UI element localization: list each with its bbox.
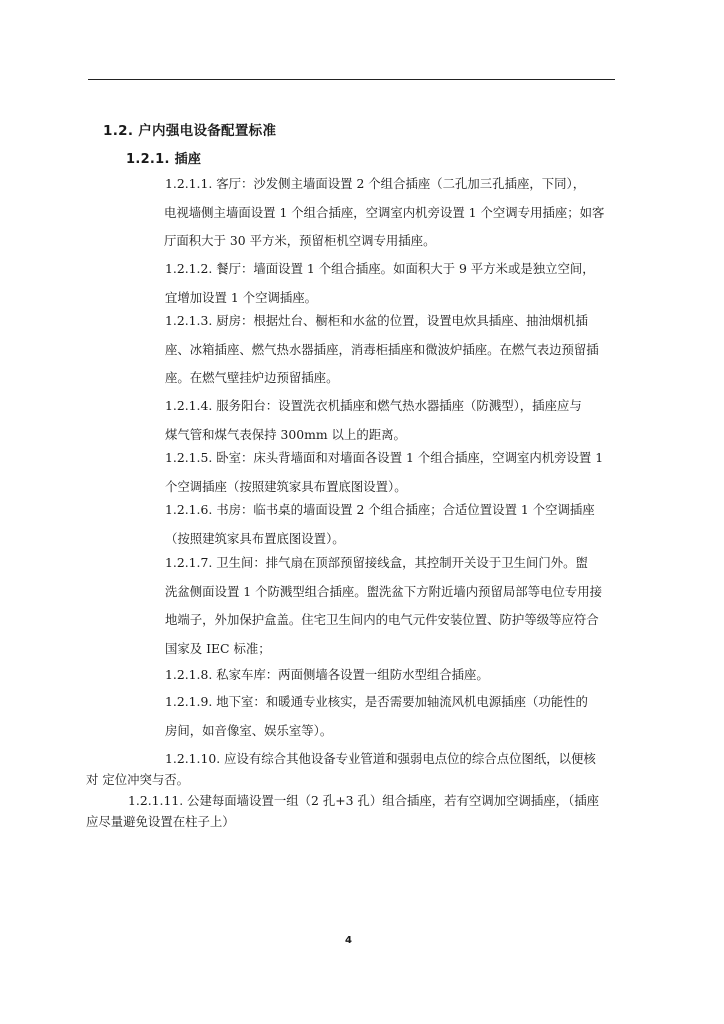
paragraph-1-2-1-3	[165, 307, 620, 393]
text-line: 应尽量避免设置在柱子上）	[86, 814, 235, 829]
paragraph-1-2-1-11	[86, 790, 634, 832]
text-line: 煤气管和煤气表保持 300mm 以上的距离。	[165, 426, 406, 442]
text-line: 座。在燃气壁挂炉边预留插座。	[165, 370, 339, 385]
text-line: 个空调插座（按照建筑家具布置底图设置）。	[165, 478, 407, 494]
page-number: 4	[345, 935, 352, 946]
paragraph-1-2-1-7	[165, 549, 620, 663]
paragraph-1-2-1-6	[165, 496, 620, 553]
text-line: 1.2.1.2. 餐厅：墙面设置 1 个组合插座。如面积大于 9 平方米或是独立空间，	[165, 261, 595, 276]
paragraph-1-2-1-8	[165, 661, 620, 690]
paragraph-1-2-1-2	[165, 255, 620, 312]
text-line: 1.2.1.6. 书房：临书桌的墙面设置 2 个组合插座；合适位置设置 1 个空调插座	[165, 502, 595, 517]
text-line: 1.2.1.7. 卫生间：排气扇在顶部预留接线盒，其控制开关设于卫生间门外。盥	[165, 555, 588, 570]
text-line: 电视墙侧主墙面设置 1 个组合插座，空调室内机旁设置 1 个空调专用插座；如客	[164, 204, 605, 220]
text-line: 1.2.1.1. 客厅：沙发侧主墙面设置 2 个组合插座（二孔加三孔插座，下同），	[165, 176, 586, 191]
text-line: 对 定位冲突与否。	[86, 772, 190, 787]
text-line: 1.2.1.5. 卧室：床头背墙面和对墙面各设置 1 个组合插座，空调室内机旁设置 1	[165, 450, 604, 465]
header-rule	[88, 79, 615, 80]
text-line: 座、冰箱插座、燃气热水器插座，消毒柜插座和微波炉插座。在燃气表边预留插	[165, 341, 599, 357]
paragraph-1-2-1-5	[165, 444, 620, 501]
subsection-heading: 1.2.1. 插座	[126, 152, 202, 167]
paragraph-1-2-1-9	[165, 688, 620, 745]
text-line: 国家及 IEC 标准；	[165, 640, 271, 656]
section-heading: 1.2. 户内强电设备配置标准	[103, 123, 277, 139]
text-line: 1.2.1.9. 地下室：和暖通专业核实，是否需要加轴流风机电源插座（功能性的	[165, 694, 588, 709]
text-line: 1.2.1.3. 厨房：根据灶台、橱柜和水盆的位置，设置电炊具插座、抽油烟机插	[165, 313, 588, 328]
text-line: 1.2.1.4. 服务阳台：设置洗衣机插座和燃气热水器插座（防溅型），插座应与	[165, 398, 582, 413]
paragraph-1-2-1-4	[165, 392, 620, 449]
text-line: 厅面积大于 30 平方米，预留柜机空调专用插座。	[164, 233, 436, 248]
paragraph-1-2-1-10	[88, 748, 636, 790]
text-line: 1.2.1.10. 应设有综合其他设备专业管道和强弱电点位的综合点位图纸，以便核	[165, 751, 596, 766]
text-line: 地端子，外加保护盒盖。住宅卫生间内的电气元件安装位置、防护等级等应符合	[165, 612, 599, 627]
text-line: （按照建筑家具布置底图设置）。	[165, 530, 345, 546]
paragraph-1-2-1-1	[165, 170, 620, 256]
text-line: 1.2.1.8. 私家车库：两面侧墙各设置一组防水型组合插座。	[165, 667, 489, 682]
text-line: 房间，如音像室、娱乐室等）。	[165, 722, 333, 738]
text-line: 洗盆侧面设置 1 个防溅型组合插座。盥洗盆下方附近墙内预留局部等电位专用接	[165, 583, 603, 599]
text-line: 1.2.1.11. 公建每面墙设置一组（2 孔+3 孔）组合插座，若有空调加空调插座，（插座	[128, 793, 600, 808]
text-line: 宜增加设置 1 个空调插座。	[165, 289, 318, 305]
